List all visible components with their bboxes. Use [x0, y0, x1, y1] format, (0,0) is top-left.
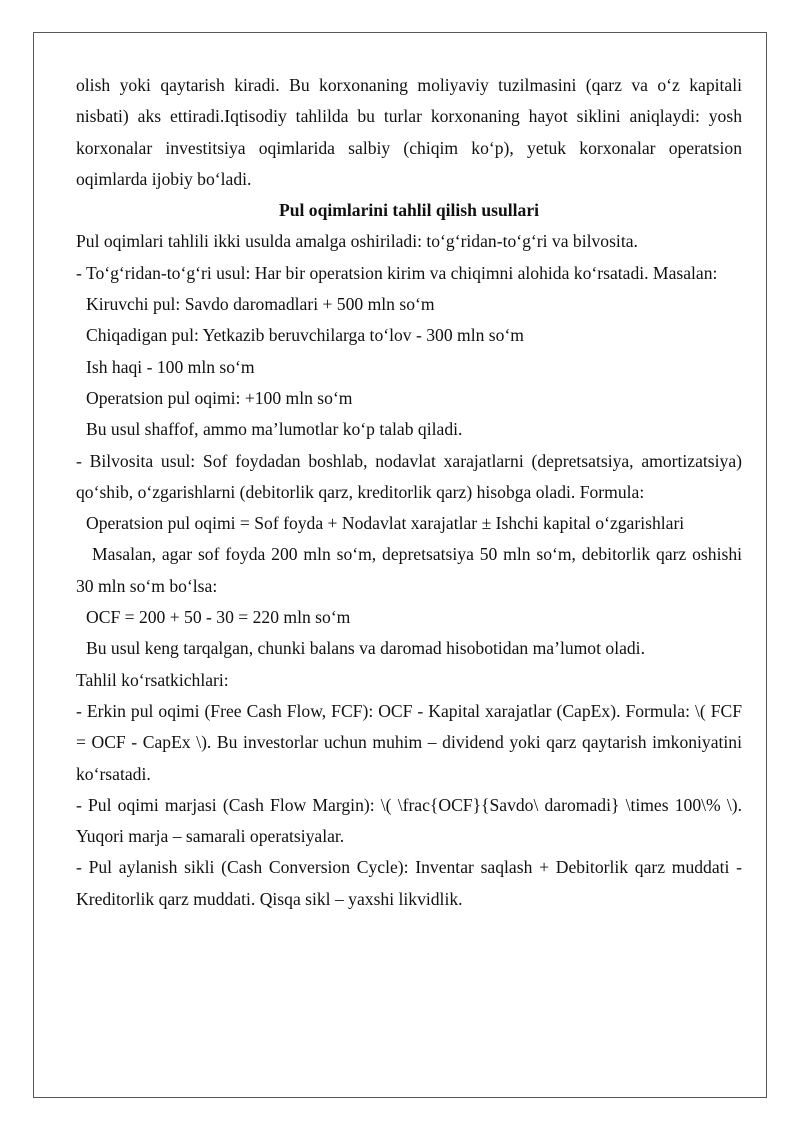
line-outgoing-cash: Chiqadigan pul: Yetkazib beruvchilarga to‘lov - 300 mln so‘m [86, 325, 524, 346]
line-indicators-heading: Tahlil ko‘rsatkichlari: [76, 669, 229, 690]
paragraph-cash-flow-margin: - Pul oqimi marjasi (Cash Flow Margin): \( \frac{OCF}{Savdo\ daromadi} \times 100\% \). Yuqori marja – samarali operatsiyalar. [76, 794, 742, 847]
line-direct-method-note: Bu usul shaffof, ammo ma’lumotlar ko‘p talab qiladi. [86, 419, 463, 440]
paragraph-methods-intro: Pul oqimlari tahlili ikki usulda amalga oshiriladi: to‘g‘ridan-to‘g‘ri va bilvosita. [76, 231, 638, 252]
section-heading: Pul oqimlarini tahlil qilish usullari [278, 200, 540, 221]
paragraph-example: Masalan, agar sof foyda 200 mln so‘m, depretsatsiya 50 mln so‘m, debitorlik qarz oshishi 30 mln so‘m bo‘lsa: [76, 544, 742, 596]
paragraph-direct-method: - To‘g‘ridan-to‘g‘ri usul: Har bir operatsion kirim va chiqimni alohida ko‘rsatadi. Masalan: [76, 262, 718, 283]
paragraph-indirect-method: - Bilvosita usul: Sof foydadan boshlab, nodavlat xarajatlarni (depretsatsiya, amortizatsiya) qo‘shib, o‘zgarishlarni (debitorlik qarz, kreditorlik qarz) hisobga oladi. Formula: [76, 450, 742, 502]
paragraph-cash-conversion-cycle: - Pul aylanish sikli (Cash Conversion Cycle): Inventar saqlash + Debitorlik qarz muddati - Kreditorlik qarz muddati. Qisqa sikl – yaxshi likvidlik. [76, 857, 742, 909]
line-incoming-cash: Kiruvchi pul: Savdo daromadlari + 500 mln so‘m [86, 294, 435, 315]
line-ocf-calculation: OCF = 200 + 50 - 30 = 220 mln so‘m [86, 607, 351, 628]
paragraph-capital-structure: olish yoki qaytarish kiradi. Bu korxonaning moliyaviy tuzilmasini (qarz va o‘z kapitali nisbati) aks ettiradi.Iqtisodiy tahlilda bu turlar korxonaning hayot siklini aniqlaydi: yosh korxonalar investitsiya oqimlarida salbiy (chiqim ko‘p), yetuk korxonalar operatsion oqimlarda ijobiy bo‘ladi. [76, 75, 742, 189]
line-operating-cash-flow: Operatsion pul oqimi: +100 mln so‘m [86, 387, 353, 408]
paragraph-free-cash-flow: - Erkin pul oqimi (Free Cash Flow, FCF): OCF - Kapital xarajatlar (CapEx). Formula: \( FCF = OCF - CapEx \). Bu investorlar uchun muhim – dividend yoki qarz qaytarish imkoniyatini ko‘rsatadi. [76, 700, 742, 784]
document-body [76, 70, 742, 915]
line-indirect-formula: Operatsion pul oqimi = Sof foyda + Nodavlat xarajatlar ± Ishchi kapital o‘zgarishlari [86, 513, 685, 534]
line-wages: Ish haqi - 100 mln so‘m [86, 356, 255, 377]
line-indirect-method-note: Bu usul keng tarqalgan, chunki balans va daromad hisobotidan ma’lumot oladi. [86, 638, 645, 659]
